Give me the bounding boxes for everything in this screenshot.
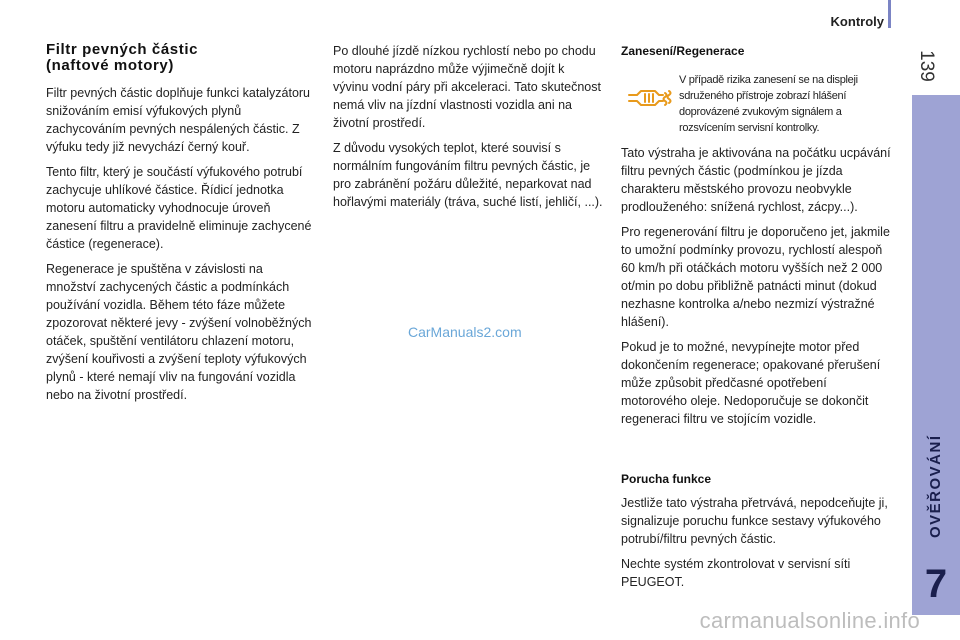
paragraph: Pokud je to možné, nevypínejte motor před dokončením regenerace; opakované přerušení může způsobit předčasné opotřebení motorového oleje. Nedoporučuje se dokončit regeneraci filtru ve stojícím vozidle.: [621, 340, 881, 426]
chapter-side-label: OVĚŘOVÁNÍ: [927, 434, 944, 538]
section-heading-line2: (naftové motory): [46, 57, 174, 74]
section-heading: [46, 42, 306, 74]
header-title: Kontroly: [830, 14, 884, 29]
chapter-number: 7: [924, 562, 948, 606]
left-column: [46, 84, 316, 411]
paragraph: Filtr pevných částic doplňuje funkci katalyzátoru snižováním emisí výfukových plynů zachycováním pevných nespálených částic. Z výfuku tedy již nevychází černý kouř.: [46, 86, 311, 154]
section-heading-line1: Filtr pevných částic: [46, 41, 199, 58]
paragraph: Z důvodu vysokých teplot, které souvisí s normálním fungováním filtru pevných částic, je pro zabránění požáru důležité, neparkovat nad hořlavými materiály (tráva, suché listí, jehličí, ...).: [333, 141, 603, 209]
paragraph: Pro regenerování filtru je doporučeno jet, jakmile to umožní podmínky provozu, rychlostí alespoň 60 km/h při otáčkách motoru vyšších než 2 000 ot/min po dobu přibližně patnácti minut (dokud nezhasne kontrolka a/nebo nezmizí výstražné hlášení).: [621, 225, 890, 329]
header-divider: [888, 0, 891, 28]
particle-filter-warning-icon: [627, 86, 673, 110]
right-column-malfunction: [621, 470, 896, 598]
footer-watermark: carmanualsonline.info: [699, 608, 920, 633]
paragraph: Regenerace je spuštěna v závislosti na množství zachycených částic a podmínkách používání vozidla. Během této fáze můžete zpozorovat některé jevy - zvýšení volnoběžných otáček, spuštění ventilátoru chlazení motoru, zvýšení kouřivosti a zvýšení teploty výfukových plynů - které nemají vliv na fungování vozidla nebo na životní prostředí.: [46, 262, 312, 402]
paragraph: Po dlouhé jízdě nízkou rychlostí nebo po chodu motoru naprázdno může výjimečně dojít k vývinu vodní páry při akceleraci. Tato skutečnost nemá vliv na jízdní vlastnosti vozidla ani na životní prostředí.: [333, 44, 601, 130]
page-number: 139: [916, 50, 937, 82]
paragraph: Jestliže tato výstraha přetrvává, nepodceňujte ji, signalizuje poruchu funkce sestavy výfukového potrubí/filtru pevných částic.: [621, 496, 888, 546]
middle-column: [333, 42, 603, 218]
paragraph: Tento filtr, který je součástí výfukového potrubí zachycuje uhlíkové částice. Řídicí jednotka motoru automaticky vyhodnocuje úroveň zanesení filtru a pravidelně eliminuje zachycené částice (regenerace).: [46, 165, 312, 251]
paragraph: Nechte systém zkontrolovat v servisní síti PEUGEOT.: [621, 557, 851, 589]
paragraph: Tato výstraha je aktivována na počátku ucpávání filtru pevných částic (podmínkou je jízda charakteru městského provozu neobvykle prodlouženého: snížená rychlost, zácpy...).: [621, 146, 891, 214]
subheading-malfunction: Porucha funkce: [621, 472, 712, 486]
warning-box: [621, 72, 896, 136]
warning-text: V případě rizika zanesení se na displeji sdruženého přístroje zobrazí hlášení doprovázené zvukovým signálem a rozsvícením servisní kontrolky.: [679, 74, 858, 134]
subheading-clogging: Zanesení/Regenerace: [621, 44, 745, 58]
watermark: CarManuals2.com: [408, 324, 522, 340]
right-column: [621, 144, 896, 435]
